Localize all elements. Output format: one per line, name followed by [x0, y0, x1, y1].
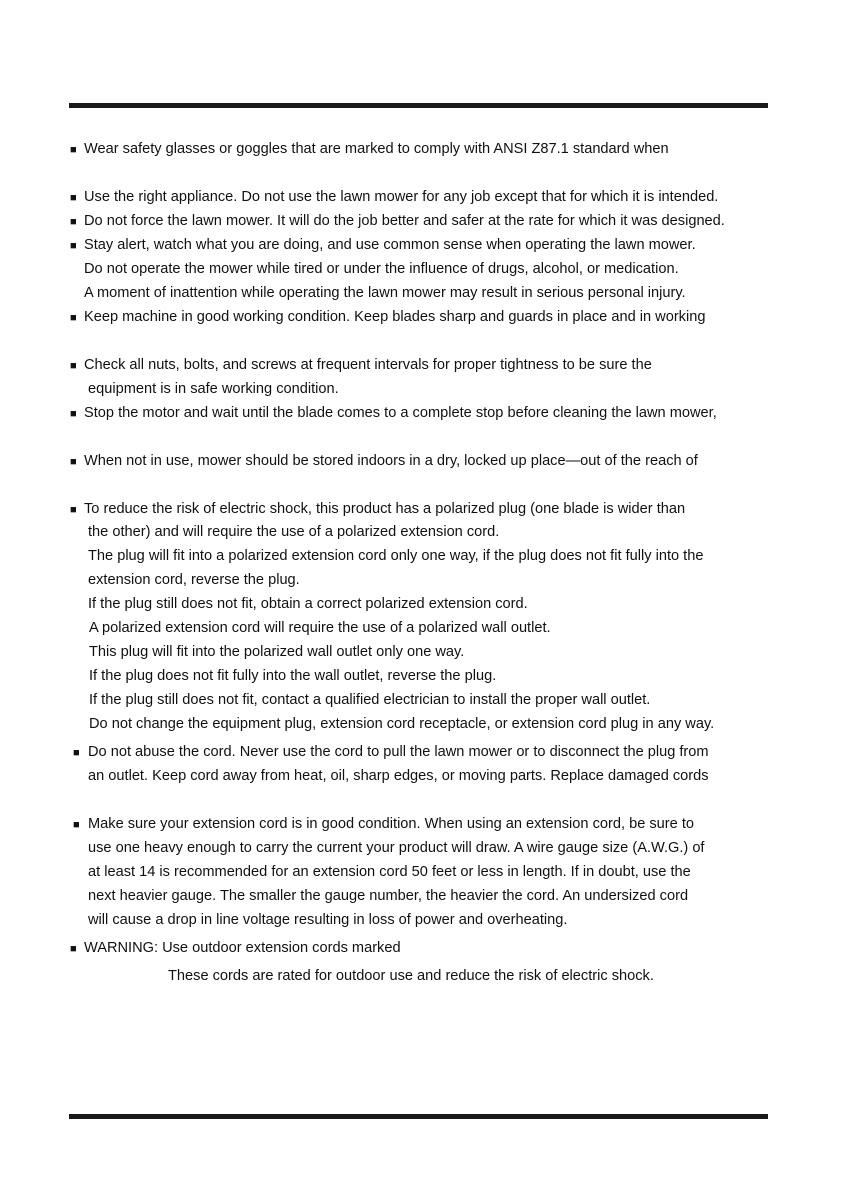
- bullet-icon: ■: [70, 504, 77, 516]
- instruction-line: Make sure your extension cord is in good condition. When using an extension cord, be sure to: [88, 816, 694, 832]
- bullet-icon: ■: [73, 819, 80, 831]
- bullet-icon: ■: [70, 192, 77, 204]
- bullet-icon: ■: [70, 943, 77, 955]
- bullet-icon: ■: [70, 360, 77, 372]
- instruction-line: will cause a drop in line voltage resulting in loss of power and overheating.: [88, 912, 568, 928]
- instruction-line: next heavier gauge. The smaller the gauge number, the heavier the cord. An undersized cord: [88, 888, 689, 904]
- instruction-line: When not in use, mower should be stored indoors in a dry, locked up place—out of the reach of: [84, 453, 698, 469]
- instruction-line: Stay alert, watch what you are doing, and use common sense when operating the lawn mower.: [84, 237, 696, 253]
- instruction-line: use one heavy enough to carry the current your product will draw. A wire gauge size (A.W.G.) of: [88, 840, 705, 856]
- instruction-line: Stop the motor and wait until the blade comes to a complete stop before cleaning the lawn mower,: [84, 405, 717, 421]
- instruction-line: at least 14 is recommended for an extension cord 50 feet or less in length. If in doubt, use the: [88, 864, 691, 880]
- instruction-line: equipment is in safe working condition.: [88, 381, 339, 397]
- instruction-line: The plug will fit into a polarized extension cord only one way, if the plug does not fit fully into the: [88, 548, 704, 564]
- instruction-line: Do not change the equipment plug, extension cord receptacle, or extension cord plug in any way.: [89, 716, 715, 732]
- instruction-line: extension cord, reverse the plug.: [88, 572, 300, 588]
- instruction-line: Do not force the lawn mower. It will do the job better and safer at the rate for which it was designed.: [84, 213, 725, 229]
- bullet-icon: ■: [70, 456, 77, 468]
- instruction-line: A moment of inattention while operating the lawn mower may result in serious personal injury.: [84, 285, 686, 301]
- bullet-icon: ■: [70, 408, 77, 420]
- instruction-line: Use the right appliance. Do not use the lawn mower for any job except that for which it is intended.: [84, 189, 719, 205]
- instruction-line: If the plug still does not fit, obtain a correct polarized extension cord.: [88, 596, 528, 612]
- bullet-icon: ■: [70, 216, 77, 228]
- instruction-line: A polarized extension cord will require the use of a polarized wall outlet.: [89, 620, 551, 636]
- instruction-line: This plug will fit into the polarized wall outlet only one way.: [89, 644, 465, 660]
- bullet-icon: ■: [70, 144, 77, 156]
- instruction-line: To reduce the risk of electric shock, this product has a polarized plug (one blade is wider than: [84, 501, 686, 517]
- instruction-line: If the plug still does not fit, contact a qualified electrician to install the proper wall outlet.: [89, 692, 651, 708]
- instruction-line: Keep machine in good working condition. Keep blades sharp and guards in place and in working: [84, 309, 706, 325]
- instruction-line: WARNING: Use outdoor extension cords marked: [84, 940, 401, 956]
- instruction-line: an outlet. Keep cord away from heat, oil, sharp edges, or moving parts. Replace damaged cords: [88, 768, 709, 784]
- instruction-line: If the plug does not fit fully into the wall outlet, reverse the plug.: [89, 668, 497, 684]
- bullet-icon: ■: [73, 747, 80, 759]
- bullet-icon: ■: [70, 240, 77, 252]
- top-rule: [69, 103, 768, 108]
- instruction-line: Do not operate the mower while tired or under the influence of drugs, alcohol, or medication.: [84, 261, 679, 277]
- instruction-line: Wear safety glasses or goggles that are marked to comply with ANSI Z87.1 standard when: [84, 141, 669, 157]
- bullet-icon: ■: [70, 312, 77, 324]
- bottom-rule: [69, 1114, 768, 1119]
- instruction-line: Check all nuts, bolts, and screws at frequent intervals for proper tightness to be sure the: [84, 357, 652, 373]
- instruction-line: These cords are rated for outdoor use and reduce the risk of electric shock.: [168, 968, 654, 984]
- instruction-line: Do not abuse the cord. Never use the cord to pull the lawn mower or to disconnect the plug from: [88, 744, 709, 760]
- instruction-line: the other) and will require the use of a polarized extension cord.: [88, 524, 500, 540]
